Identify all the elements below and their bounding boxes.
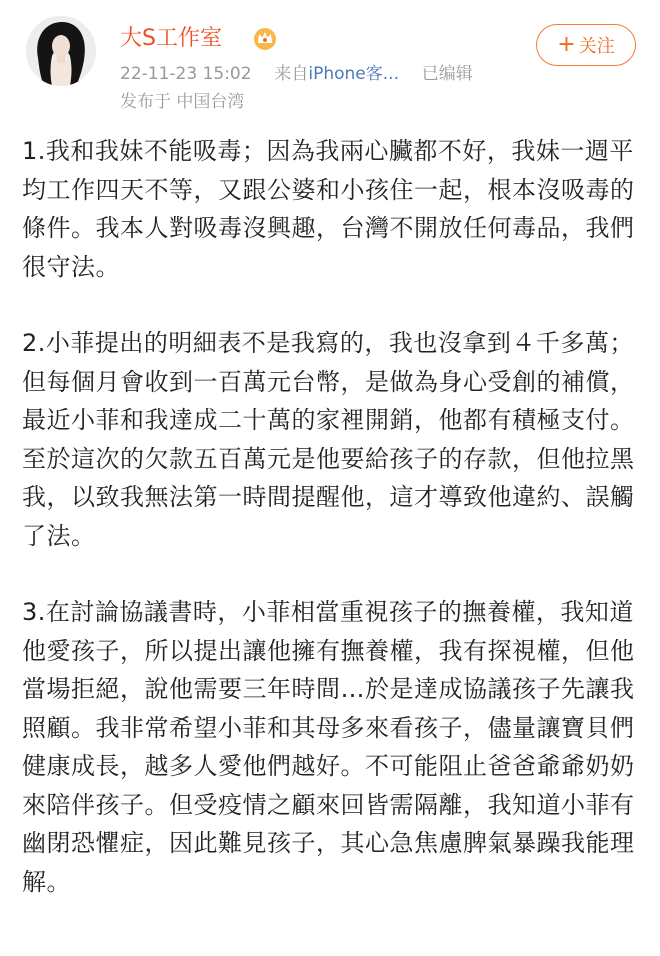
post-paragraph-1: 1.我和我妹不能吸毒；因為我兩心臟都不好，我妹一週平均工作四天不等，又跟公婆和小孩住一起，根本沒吸毒的條件。我本人對吸毒沒興趣，台灣不開放任何毒品，我們很守法。: [22, 137, 635, 281]
source-prefix: 来自: [274, 64, 309, 84]
user-name[interactable]: 大S工作室: [120, 26, 222, 51]
post-header: [0, 0, 660, 120]
edited-label: 已编辑: [421, 64, 473, 84]
location-prefix: 发布于: [120, 92, 171, 112]
follow-button[interactable]: [536, 24, 636, 66]
post-source-link[interactable]: iPhone客...: [308, 64, 399, 84]
post-paragraph-2: 2.小菲提出的明細表不是我寫的，我也沒拿到４千多萬；但每個月會收到一百萬元台幣，是做為身心受創的補償，最近小菲和我達成二十萬的家裡開銷，他都有積極支付。至於這次的欠款五百萬元是他要給孩子的存款，但他拉黑我，以致我無法第一時間提醒他，這才導致他違約、誤觸了法。: [22, 329, 635, 550]
crown-badge-icon: [252, 25, 278, 51]
post-meta: [120, 62, 473, 86]
avatar[interactable]: [26, 16, 96, 86]
post-paragraph-3: 3.在討論協議書時，小菲相當重視孩子的撫養權，我知道他愛孩子，所以提出讓他擁有撫養權，我有探視權，但他當場拒絕，說他需要三年時間…於是達成協議孩子先讓我照顧。我非常希望小菲和其母多來看孩子，儘量讓寶貝們健康成長，越多人愛他們越好。不可能阻止爸爸爺爺奶奶來陪伴孩子。但受疫情之顧來回皆需隔離，我知道小菲有幽閉恐懼症，因此難見孩子，其心急焦慮脾氣暴躁我能理解。: [22, 598, 635, 896]
location-value: 中国台湾: [176, 92, 245, 112]
post-location: [120, 90, 244, 114]
post-timestamp: 22-11-23 15:02: [120, 64, 252, 84]
follow-button-label: 关注: [578, 36, 615, 57]
plus-icon: +: [557, 32, 576, 57]
avatar-image: [26, 16, 96, 86]
post-body: [22, 132, 646, 939]
